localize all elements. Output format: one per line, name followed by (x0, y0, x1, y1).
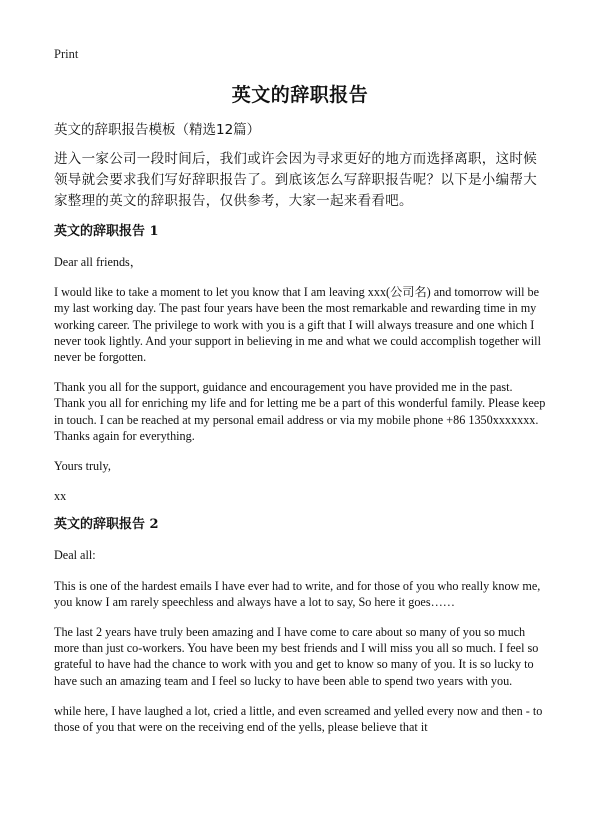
section-1 (54, 223, 546, 504)
document-subtitle: 英文的辞职报告模板（精选12篇） (54, 122, 261, 138)
letter-paragraph: This is one of the hardest emails I have ever had to write, and for those of you who really know me, you know I am rarely speechless and always have a lot to say, So here it goes…… (54, 578, 541, 609)
letter-paragraph: The last 2 years have truly been amazing and I have come to care about so many of you so much more than just co-workers. You have been my best friends and I will miss you all so much. I feel so grateful to have had the chance to work with you and get to know so many of you. It is so lucky to have such an amazing team and I feel so lucky to have been able to spend two years with you. (54, 625, 539, 688)
letter-greeting: Dear all friends， (54, 255, 142, 269)
section-2 (54, 516, 546, 735)
print-link[interactable]: Print (54, 47, 79, 61)
letter-paragraph: while here, I have laughed a lot, cried a little, and even screamed and yelled every now and then - to those of you that were on the receiving end of the yells, please believe that it (54, 703, 543, 735)
letter-paragraph: I would like to take a moment to let you know that I am leaving xxx(公司名) and tomorrow will be my last working day. The past four years have been the most remarkable and rewarding time in my working career. The privilege to work with you is a gift that I will always treasure and one which I never took lightly. And your support in believing in me and what we could accomplish together will never be forgotten. (54, 285, 541, 365)
intro-paragraph: 进入一家公司一段时间后，我们或许会因为寻求更好的地方而选择离职，这时候领导就会要求我们写好辞职报告了。到底该怎么写辞职报告呢？以下是小编帮大家整理的英文的辞职报告，仅供参考，大家一起来看看吧。 (54, 151, 537, 209)
letter-paragraph: Thank you all for the support, guidance and encouragement you have provided me in the past. Thank you all for enriching my life and for letting me be a part of this wonderful family. Please keep in touch. I can be reached at my personal email address or via my mobile phone +86 1350xxxxxxx. Thanks again for everything. (54, 380, 546, 443)
letter-greeting: Deal all: (54, 548, 96, 563)
section-heading: 英文的辞职报告 1 (54, 224, 159, 239)
letter-signature: xx (54, 489, 67, 504)
letter-closing: Yours truly, (54, 459, 111, 474)
page-title: 英文的辞职报告 (231, 84, 369, 106)
document-body (54, 121, 546, 749)
section-heading: 英文的辞职报告 2 (54, 517, 159, 533)
